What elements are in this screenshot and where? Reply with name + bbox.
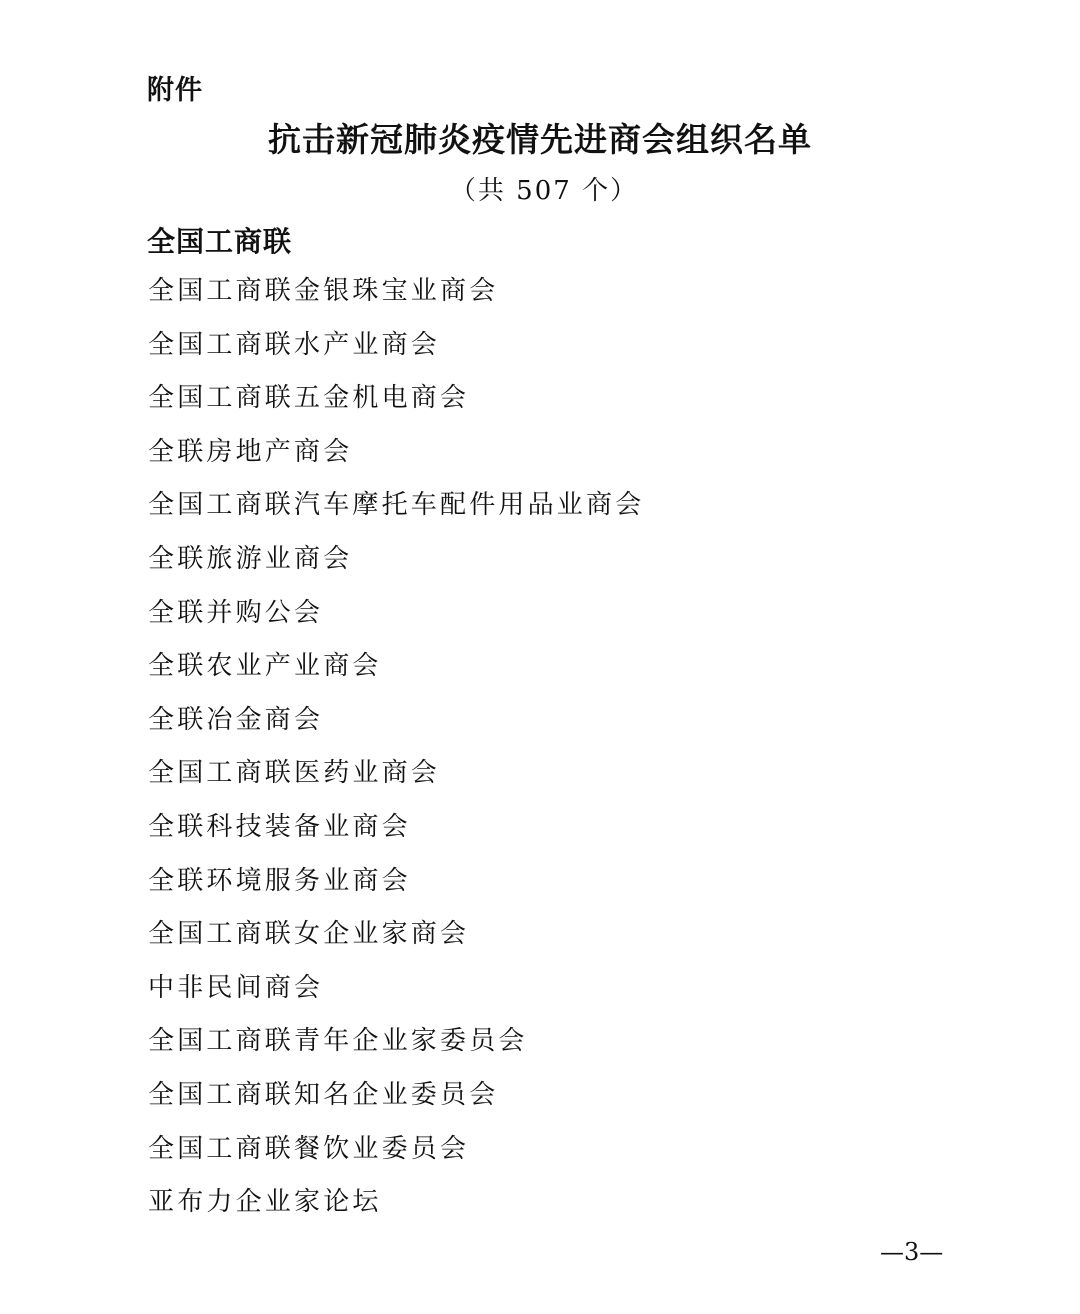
attachment-label: 附件 bbox=[147, 75, 203, 106]
list-item: 全国工商联医药业商会 bbox=[148, 758, 441, 789]
list-item: 亚布力企业家论坛 bbox=[148, 1187, 382, 1218]
document-title: 抗击新冠肺炎疫情先进商会组织名单 bbox=[268, 120, 812, 159]
list-item: 全联旅游业商会 bbox=[148, 543, 353, 574]
total-count: （共 507 个） bbox=[449, 176, 639, 206]
organization-list bbox=[148, 265, 644, 1230]
list-item: 全国工商联五金机电商会 bbox=[148, 383, 470, 414]
list-item: 全国工商联水产业商会 bbox=[148, 329, 441, 360]
list-item: 全国工商联金银珠宝业商会 bbox=[148, 276, 499, 306]
list-item: 全国工商联女企业家商会 bbox=[148, 919, 470, 950]
list-item: 全国工商联青年企业家委员会 bbox=[148, 1026, 528, 1057]
section-heading: 全国工商联 bbox=[147, 225, 293, 258]
list-item: 全国工商联知名企业委员会 bbox=[148, 1079, 499, 1110]
list-item: 全国工商联汽车摩托车配件用品业商会 bbox=[148, 490, 645, 521]
list-item: 全国工商联餐饮业委员会 bbox=[148, 1133, 470, 1164]
list-item: 全联房地产商会 bbox=[148, 436, 353, 467]
list-item: 全联环境服务业商会 bbox=[148, 865, 411, 896]
list-item: 中非民间商会 bbox=[148, 972, 324, 1003]
page-number: —3— bbox=[880, 1238, 944, 1266]
list-item: 全联冶金商会 bbox=[148, 704, 324, 735]
list-item: 全联农业产业商会 bbox=[148, 651, 382, 682]
list-item: 全联科技装备业商会 bbox=[148, 811, 411, 842]
list-item: 全联并购公会 bbox=[148, 597, 324, 628]
